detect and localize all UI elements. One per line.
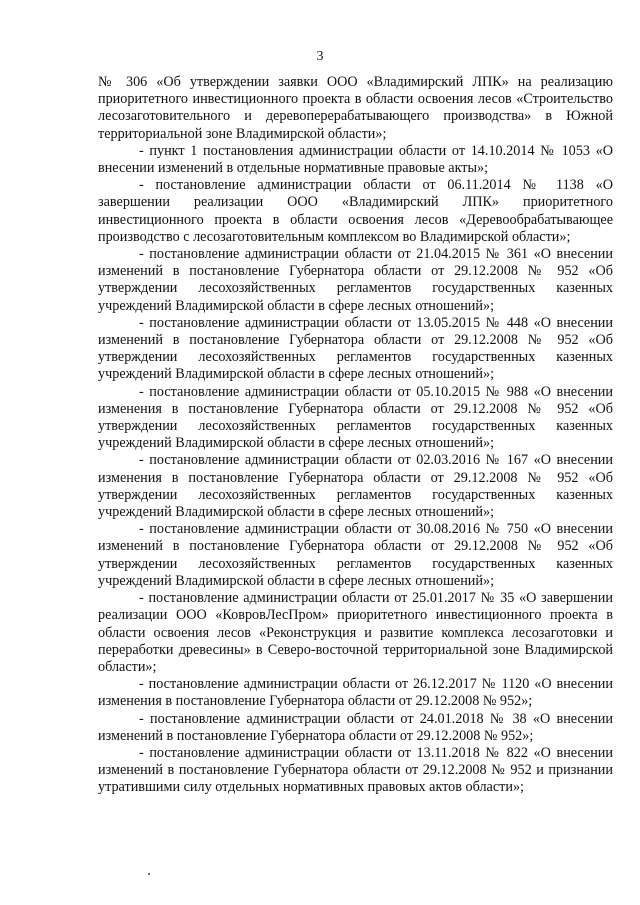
list-item: - постановление администрации области от 02.03.2016 № 167 «О внесении изменения в постановление Губернатора области от 29.12.2008 № 952 «Об утверждении лесохозяйственных регламентов государственных казенных учреждений Владимирской области в сфере лесных отношений»;	[98, 452, 613, 521]
list-item: - пункт 1 постановления администрации области от 14.10.2014 № 1053 «О внесении изменений в отдельные нормативные правовые акты»;	[98, 142, 613, 177]
page-number: 3	[316, 49, 324, 64]
list-item: - постановление администрации области от 30.08.2016 № 750 «О внесении изменений в постановление Губернатора области от 29.12.2008 № 952 «Об утверждении лесохозяйственных регламентов государственных казенных учреждений Владимирской области в сфере лесных отношений»;	[98, 521, 613, 589]
list-item: - постановление администрации области от 26.12.2017 № 1120 «О внесении изменения в постановление Губернатора области от 29.12.2008 № 952»;	[98, 676, 613, 710]
list-item: - постановление администрации области от 24.01.2018 № 38 «О внесении изменений в постановление Губернатора области от 29.12.2008 № 952»;	[98, 710, 613, 744]
scan-speck	[148, 873, 150, 875]
document-body	[98, 74, 613, 797]
list-item: - постановление администрации области от 13.11.2018 № 822 «О внесении изменений в постановление Губернатора области от 29.12.2008 № 952 и признании утратившими силу отдельных нормативных правовых актов области»;	[98, 744, 613, 796]
list-item: - постановление администрации области от 21.04.2015 № 361 «О внесении изменений в постановление Губернатора области от 29.12.2008 № 952 «Об утверждении лесохозяйственных регламентов государственных казенных учреждений Владимирской области в сфере лесных отношений»;	[98, 246, 613, 314]
list-item: - постановление администрации области от 13.05.2015 № 448 «О внесении изменений в постановление Губернатора области от 29.12.2008 № 952 «Об утверждении лесохозяйственных регламентов государственных казенных учреждений Владимирской области в сфере лесных отношений»;	[98, 314, 613, 383]
list-item: - постановление администрации области от 25.01.2017 № 35 «О завершении реализации ООО «КовровЛесПром» приоритетного инвестиционного проекта в области освоения лесов «Реконструкция и развитие комплекса лесозаготовки и переработки древесины» в Северо-восточной территориальной зоне Владимирской области»;	[98, 590, 613, 675]
list-item: - постановление администрации области от 06.11.2014 № 1138 «О завершении реализации ООО «Владимирский ЛПК» приоритетного инвестиционного проекта в области освоения лесов «Деревообрабатывающее производство с лесозаготовительным комплексом во Владимирской области»;	[98, 177, 613, 245]
list-item: - постановление администрации области от 05.10.2015 № 988 «О внесении изменения в постановление Губернатора области от 29.12.2008 № 952 «Об утверждении лесохозяйственных регламентов государственных казенных учреждений Владимирской области в сфере лесных отношений»;	[98, 383, 613, 452]
paragraph: № 306 «Об утверждении заявки ООО «Владимирский ЛПК» на реализацию приоритетного инвестиционного проекта в области освоения лесов «Строительство лесозаготовительного и деревоперерабатывающего производства» в Южной территориальной зоне Владимирской области»;	[98, 74, 613, 142]
